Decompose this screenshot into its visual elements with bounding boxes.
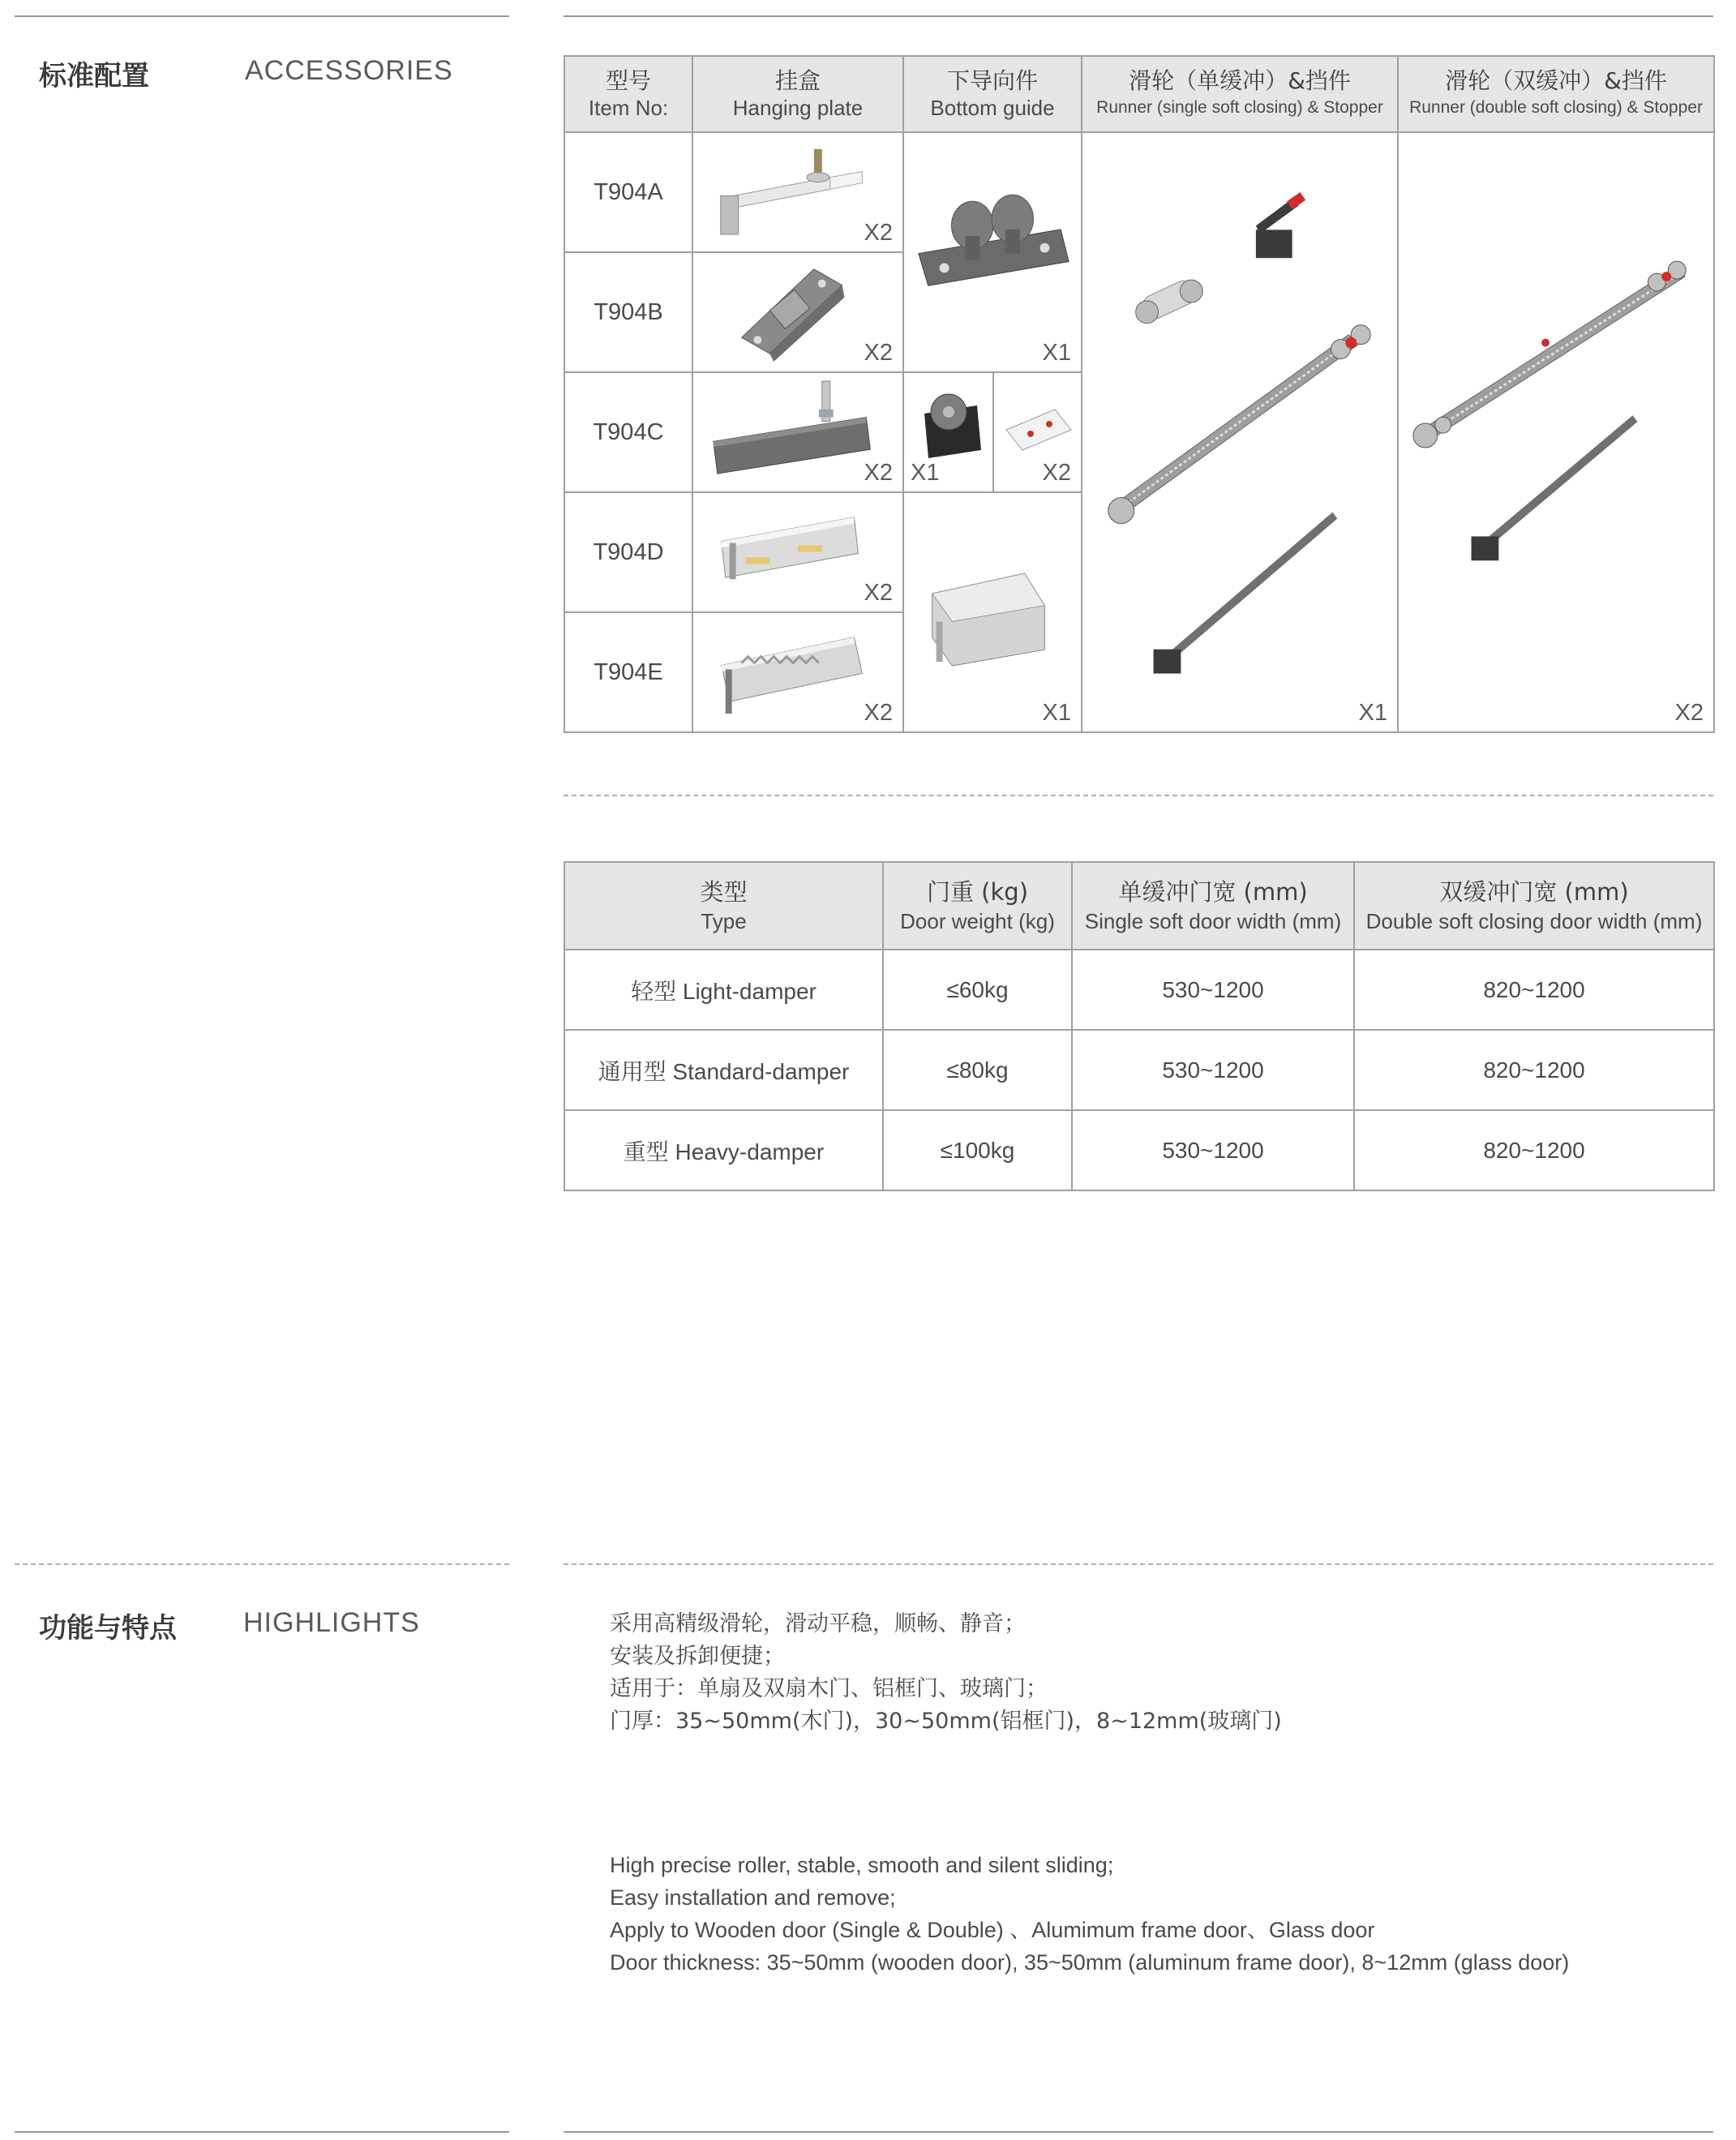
- hanging-plate-cell: [692, 132, 903, 252]
- spec-type: 重型 Heavy-damper: [564, 1110, 883, 1190]
- hanging-qty: X2: [864, 220, 893, 246]
- spec-single: 530~1200: [1072, 1030, 1354, 1110]
- highlight-cn-line: 采用高精级滑轮，滑动平稳，顺畅、静音；: [610, 1611, 1026, 1636]
- spec-single: 530~1200: [1072, 1110, 1354, 1190]
- highlight-en-line: Easy installation and remove;: [610, 1885, 896, 1910]
- highlights-cn-list: [610, 1608, 1282, 1738]
- spec-header-weight: 门重 (kg) Door weight (kg): [883, 862, 1072, 950]
- accessories-table: [564, 55, 1715, 733]
- table-row: [564, 132, 1714, 252]
- highlight-en-line: Apply to Wooden door (Single & Double) 、Alumimum frame door、Glass door: [610, 1918, 1375, 1942]
- spec-header-row: [564, 862, 1714, 950]
- header-runner-single: 滑轮（单缓冲）&挡件 Runner (single soft closing) & Stopper: [1082, 56, 1398, 132]
- hanging-qty: X2: [864, 580, 893, 606]
- item-no: T904C: [564, 372, 692, 492]
- spec-header-type: 类型 Type: [564, 862, 883, 950]
- accessories-title-cn: 标准配置: [39, 60, 149, 92]
- highlights-dashed-rule-right: [564, 1563, 1713, 1565]
- highlights-dashed-rule-left: [15, 1563, 509, 1565]
- spec-weight: ≤80kg: [883, 1030, 1072, 1110]
- spec-type: 轻型 Light-damper: [564, 950, 883, 1030]
- header-item-no: 型号 Item No:: [564, 56, 692, 132]
- spec-double: 820~1200: [1354, 1030, 1714, 1110]
- highlight-en-line: Door thickness: 35~50mm (wooden door), 35~50mm (aluminum frame door), 8~12mm (glass door): [610, 1950, 1570, 1975]
- hanging-plate-cell: [692, 492, 903, 612]
- runner-double-cell: [1398, 132, 1714, 732]
- spec-weight: ≤60kg: [883, 950, 1072, 1030]
- runner-double-image: [1399, 133, 1713, 730]
- header-runner-double: 滑轮（双缓冲）&挡件 Runner (double soft closing) & Stopper: [1398, 56, 1714, 132]
- hanging-qty: X2: [864, 340, 893, 366]
- bottom-rule-right: [564, 2131, 1713, 2133]
- bottom-guide-c-cell: [903, 372, 1082, 492]
- runner-single-image: [1082, 133, 1397, 730]
- item-no: T904E: [564, 612, 692, 732]
- spec-type: 通用型 Standard-damper: [564, 1030, 883, 1110]
- runner-double-qty: X2: [1674, 700, 1704, 726]
- bottom-guide-ab-cell: [903, 132, 1082, 372]
- item-no: T904A: [564, 132, 692, 252]
- spec-weight: ≤100kg: [883, 1110, 1072, 1190]
- hanging-plate-cell: [692, 612, 903, 732]
- spec-header-single: 单缓冲门宽 (mm) Single soft door width (mm): [1072, 862, 1354, 950]
- highlight-cn-line: 适用于：单扇及双扇木门、铝框门、玻璃门；: [610, 1676, 1048, 1701]
- bottom-guide-de-image: [904, 493, 1081, 727]
- hanging-plate-cell: [692, 372, 903, 492]
- spec-single: 530~1200: [1072, 950, 1354, 1030]
- runner-single-qty: X1: [1358, 700, 1387, 726]
- highlight-en-line: High precise roller, stable, smooth and silent sliding;: [610, 1853, 1114, 1877]
- bottom-guide-qty: X1: [1042, 700, 1071, 726]
- table-row: [564, 1030, 1714, 1110]
- header-hanging-plate: 挂盒 Hanging plate: [692, 56, 903, 132]
- bottom-rule-left: [15, 2131, 509, 2133]
- bottom-guide-ab-image: [904, 133, 1081, 367]
- accessories-header-row: [564, 56, 1714, 132]
- table-row: [564, 950, 1714, 1030]
- hanging-plate-cell: [692, 252, 903, 372]
- top-rule-left: [15, 15, 509, 17]
- runner-single-cell: [1082, 132, 1398, 732]
- spec-double: 820~1200: [1354, 1110, 1714, 1190]
- top-rule-right: [564, 15, 1713, 17]
- highlight-cn-line: 安装及拆卸便捷；: [610, 1644, 785, 1669]
- highlight-cn-line: 门厚：35~50mm(木门)，30~50mm(铝框门)，8~12mm(玻璃门): [610, 1709, 1282, 1734]
- spec-table: [564, 861, 1715, 1191]
- bottom-guide-c-left-qty: X1: [911, 460, 940, 486]
- bottom-guide-qty: X1: [1042, 340, 1071, 366]
- bottom-guide-de-cell: [903, 492, 1082, 732]
- accessories-title-en: ACCESSORIES: [245, 55, 453, 86]
- highlights-title-en: HIGHLIGHTS: [243, 1607, 420, 1638]
- hanging-qty: X2: [864, 700, 893, 726]
- spec-double: 820~1200: [1354, 950, 1714, 1030]
- highlights-title-cn: 功能与特点: [39, 1612, 177, 1645]
- item-no: T904D: [564, 492, 692, 612]
- bottom-guide-c-right-qty: X2: [1042, 460, 1071, 486]
- spec-header-double: 双缓冲门宽 (mm) Double soft closing door width (mm): [1354, 862, 1714, 950]
- hanging-qty: X2: [864, 460, 893, 486]
- mid-dashed-rule: [564, 795, 1713, 796]
- item-no: T904B: [564, 252, 692, 372]
- highlights-en-list: [610, 1849, 1569, 1979]
- header-bottom-guide: 下导向件 Bottom guide: [903, 56, 1082, 132]
- table-row: [564, 1110, 1714, 1190]
